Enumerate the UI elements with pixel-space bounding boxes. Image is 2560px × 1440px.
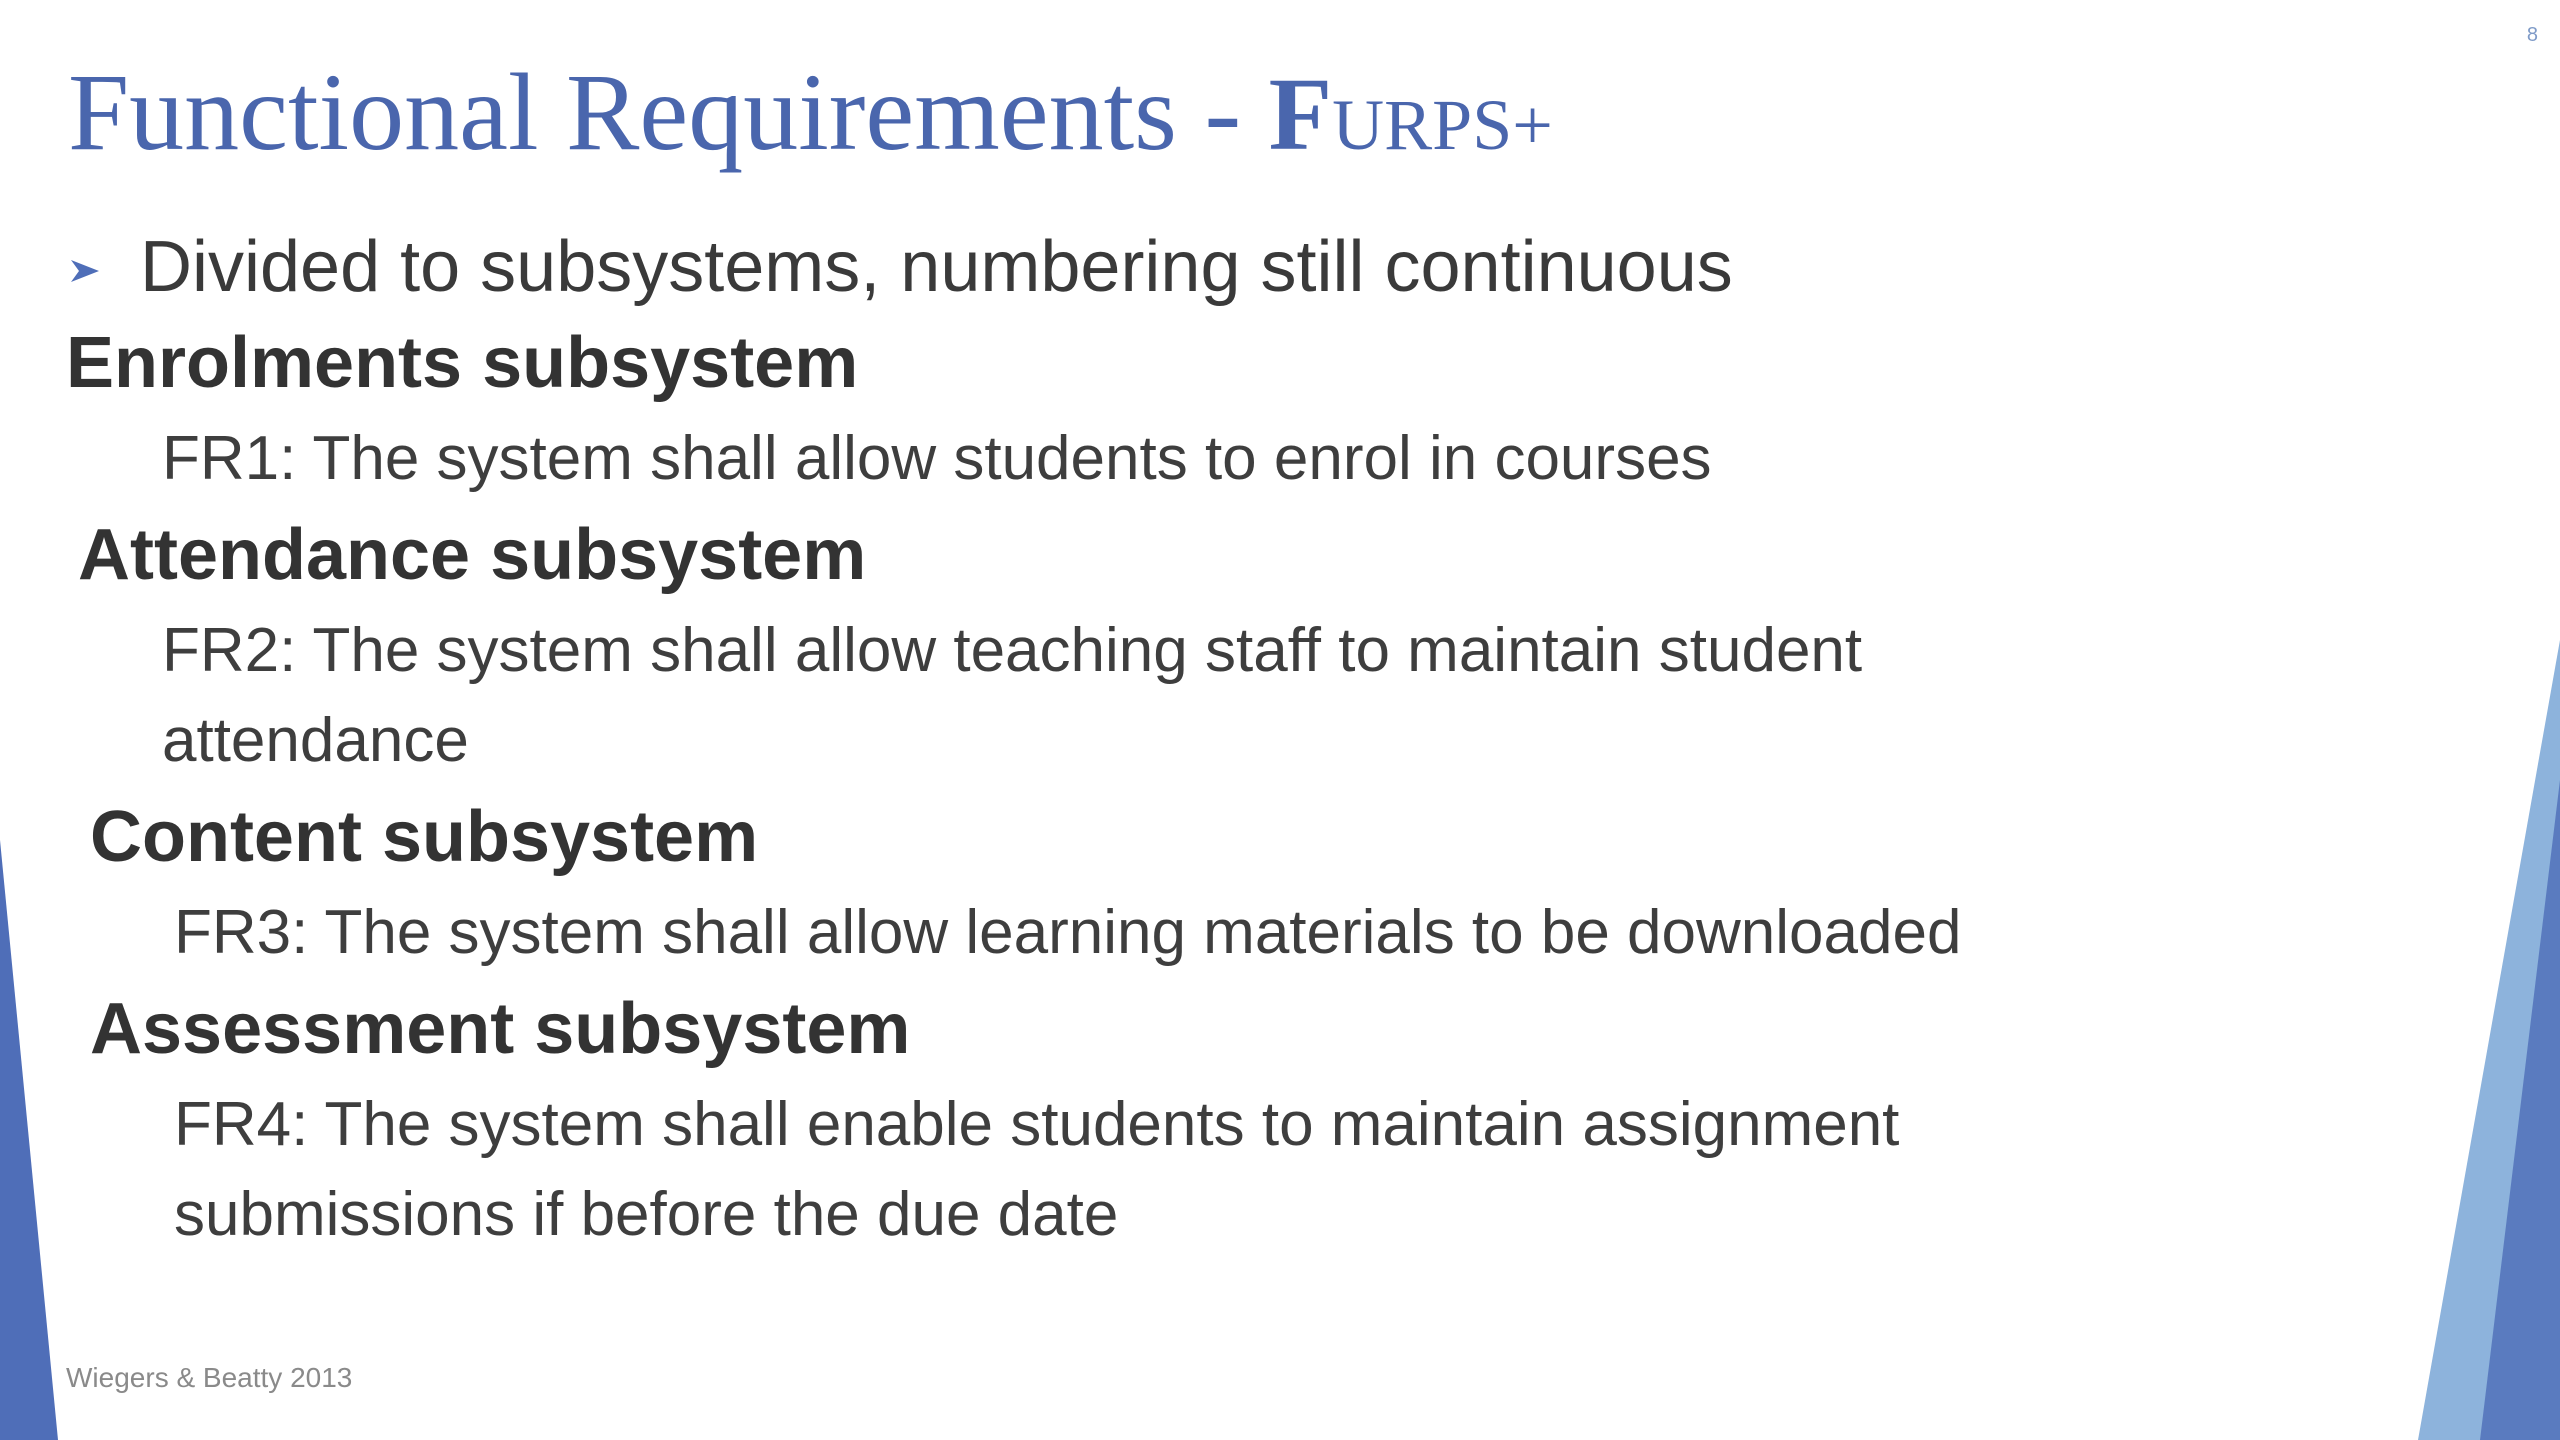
requirement-fr1: FR1: The system shall allow students to enrol in courses <box>162 424 1712 493</box>
bullet-text: Divided to subsystems, numbering still continuous <box>140 227 1733 307</box>
slide-number: 8 <box>2526 24 2538 46</box>
title-highlight-first: F <box>1268 57 1333 172</box>
title-highlight-rest: URPS+ <box>1332 85 1553 165</box>
slide-title <box>68 42 1553 195</box>
section-heading-content: Content subsystem <box>90 797 759 877</box>
section-heading-attendance: Attendance subsystem <box>78 515 867 595</box>
left-accent-triangle <box>0 840 58 1440</box>
citation: Wiegers & Beatty 2013 <box>66 1362 353 1393</box>
requirement-fr4-line2: submissions if before the due date <box>174 1180 1119 1249</box>
section-heading-assessment: Assessment subsystem <box>90 989 911 1069</box>
arrowhead-bullet-icon <box>68 254 102 288</box>
bullet-item <box>68 222 1733 312</box>
requirement-fr4-line1: FR4: The system shall enable students to maintain assignment <box>174 1090 1900 1159</box>
requirement-fr2-line1: FR2: The system shall allow teaching staff to maintain student <box>162 616 1863 685</box>
title-main: Functional Requirements - <box>68 51 1269 173</box>
requirement-fr2-line2: attendance <box>162 706 469 775</box>
requirement-fr3: FR3: The system shall allow learning materials to be downloaded <box>174 898 1962 967</box>
section-heading-enrolments: Enrolments subsystem <box>66 323 859 403</box>
